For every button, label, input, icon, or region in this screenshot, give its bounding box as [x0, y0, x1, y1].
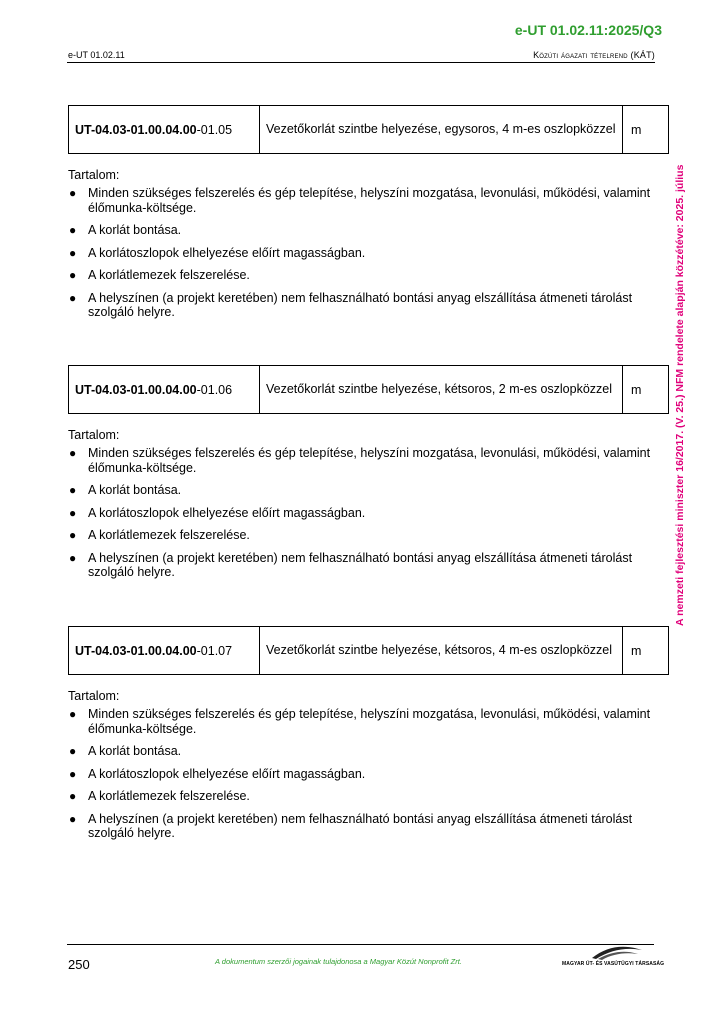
bullet-icon: ●: [69, 223, 77, 237]
bullet-icon: ●: [69, 290, 77, 305]
list-item: ● A helyszínen (a projekt keretében) nem felhasználható bontási anyag elszállítása átmeneti tárolást szolgáló helyre.: [69, 811, 633, 840]
item-unit: m: [623, 106, 669, 154]
item-section-3: [68, 626, 670, 849]
item-description: Vezetőkorlát szintbe helyezése, kétsoros, 2 m-es oszlopközzel: [260, 366, 623, 414]
list-item: ● A korlátoszlopok elhelyezése előírt magasságban.: [69, 245, 366, 260]
list-item: ● Minden szükséges felszerelés és gép telepítése, helyszíni mozgatása, levonulási, működési, valamint élőmunka-költsége.: [69, 186, 651, 215]
list-item: ● A helyszínen (a projekt keretében) nem felhasználható bontási anyag elszállítása átmeneti tárolást szolgáló helyre.: [69, 290, 633, 319]
bullet-icon: ●: [69, 528, 77, 542]
item-code-suffix: -01.06: [196, 382, 233, 397]
contents-label: Tartalom:: [68, 428, 120, 442]
bullet-icon: ●: [69, 186, 77, 200]
item-code: [69, 106, 260, 154]
item-table: [68, 626, 669, 675]
document-code: e-UT 01.02.11:2025/Q3: [514, 22, 662, 38]
header-divider: [67, 62, 655, 63]
item-table: [68, 365, 669, 414]
list-item: ● Minden szükséges felszerelés és gép telepítése, helyszíni mozgatása, levonulási, működési, valamint élőmunka-költsége.: [69, 446, 651, 475]
item-unit: m: [623, 627, 669, 675]
bullet-icon: ●: [69, 446, 77, 460]
list-item: ● A korlát bontása.: [69, 744, 182, 758]
page-number: 250: [68, 957, 90, 972]
item-code-main: UT-04.03-01.00.04.00: [75, 122, 197, 137]
bullet-icon: ●: [69, 811, 77, 826]
item-section-1: [68, 105, 670, 328]
contents-list: [68, 707, 670, 841]
contents-label: Tartalom:: [68, 689, 120, 703]
contents-label: Tartalom:: [68, 168, 120, 182]
item-code: [69, 366, 260, 414]
bullet-icon: ●: [69, 505, 77, 520]
list-item: ● A korlát bontása.: [69, 483, 182, 497]
list-item: ● A korlátoszlopok elhelyezése előírt magasságban.: [69, 766, 366, 781]
bullet-icon: ●: [69, 483, 77, 497]
item-description: Vezetőkorlát szintbe helyezése, egysoros, 4 m-es oszlopközzel: [260, 106, 623, 154]
item-table: [68, 105, 669, 154]
swoosh-logo-icon: [562, 944, 656, 962]
bullet-icon: ●: [69, 550, 77, 565]
item-code-suffix: -01.05: [196, 122, 233, 137]
contents-list: [68, 446, 670, 580]
bullet-icon: ●: [69, 744, 77, 758]
item-unit: m: [623, 366, 669, 414]
bullet-icon: ●: [69, 245, 77, 260]
item-code: [69, 627, 260, 675]
list-item: ● A korlát bontása.: [69, 223, 182, 237]
header-left-label: e-UT 01.02.11: [68, 50, 125, 60]
item-description: Vezetőkorlát szintbe helyezése, kétsoros, 4 m-es oszlopközzel: [260, 627, 623, 675]
logo-text: MAGYAR ÚT- ÉS VASÚTÜGYI TÁRSASÁG: [562, 961, 665, 967]
header-right-label: Közúti ágazati tételrend (KÁT): [533, 50, 655, 60]
copyright-notice: A dokumentum szerzői jogainak tulajdonosa a Magyar Közút Nonprofit Zrt.: [215, 957, 462, 966]
list-item: ● A korlátlemezek felszerelése.: [69, 789, 250, 803]
list-item: ● A korlátlemezek felszerelése.: [69, 268, 250, 282]
list-item: ● A korlátlemezek felszerelése.: [69, 528, 250, 542]
item-code-main: UT-04.03-01.00.04.00: [75, 643, 197, 658]
item-code-main: UT-04.03-01.00.04.00: [75, 382, 197, 397]
contents-list: [68, 186, 670, 320]
bullet-icon: ●: [69, 766, 77, 781]
list-item: ● A korlátoszlopok elhelyezése előírt magasságban.: [69, 505, 366, 520]
side-publication-note: A nemzeti fejlesztési miniszter 16/2017. (V. 25.) NFM rendelete alapján közzétéve: 2025. július: [674, 164, 686, 626]
list-item: ● Minden szükséges felszerelés és gép telepítése, helyszíni mozgatása, levonulási, működési, valamint élőmunka-költsége.: [69, 707, 651, 736]
item-code-suffix: -01.07: [196, 643, 233, 658]
list-item: ● A helyszínen (a projekt keretében) nem felhasználható bontási anyag elszállítása átmeneti tárolást szolgáló helyre.: [69, 550, 633, 579]
bullet-icon: ●: [69, 707, 77, 721]
bullet-icon: ●: [69, 268, 77, 282]
bullet-icon: ●: [69, 789, 77, 803]
society-logo: [562, 944, 665, 972]
item-section-2: [68, 365, 670, 588]
